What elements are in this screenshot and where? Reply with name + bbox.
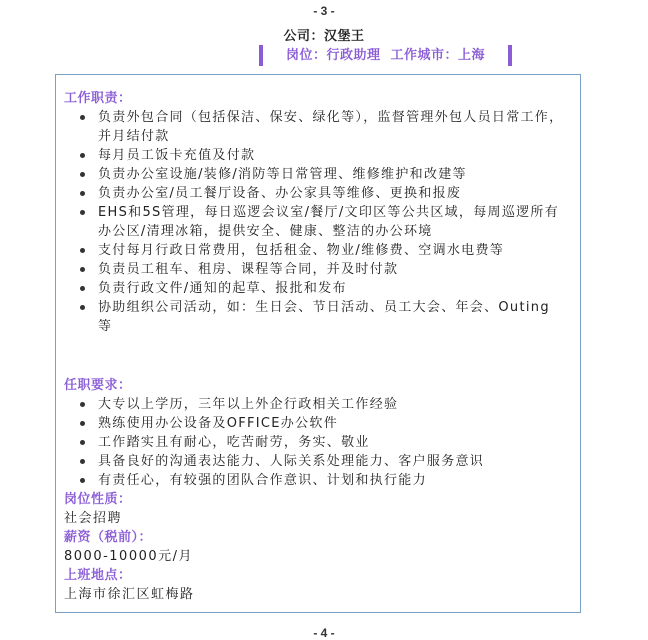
- requirements-list: [64, 395, 564, 490]
- job-nature-section: [64, 490, 564, 528]
- list-item: 熟练使用办公设备及OFFICE办公软件: [64, 414, 564, 433]
- requirements-heading: 任职要求：: [64, 378, 132, 393]
- list-item: 协助组织公司活动，如：生日会、节日活动、员工大会、年会、Outing等: [64, 298, 564, 336]
- list-item: 支付每月行政日常费用，包括租金、物业/维修费、空调水电费等: [64, 241, 564, 260]
- page-number-top: - 3 -: [313, 4, 335, 18]
- list-item: 大专以上学历，三年以上外企行政相关工作经验: [64, 395, 564, 414]
- list-item: 每月员工饭卡充值及付款: [64, 146, 564, 165]
- job-nature-value: 社会招聘: [64, 511, 123, 526]
- responsibilities-heading: 工作职责：: [64, 91, 132, 106]
- salary-section: [64, 528, 564, 566]
- list-item: 负责办公室设施/装修/消防等日常管理、维修维护和改建等: [64, 165, 564, 184]
- company-label: 公司：: [283, 29, 324, 44]
- list-item: 负责外包合同（包括保洁、保安、绿化等），监督管理外包人员日常工作，并月结付款: [64, 108, 564, 146]
- list-item: 具备良好的沟通表达能力、人际关系处理能力、客户服务意识: [64, 452, 564, 471]
- city-label: 工作城市：: [390, 48, 459, 63]
- position-label: 岗位：: [285, 48, 327, 63]
- list-item: 有责任心，有较强的团队合作意识、计划和执行能力: [64, 471, 564, 490]
- position-value: 行政助理: [326, 48, 381, 63]
- location-value: 上海市徐汇区虹梅路: [64, 587, 195, 602]
- list-item: EHS和5S管理，每日巡逻会议室/餐厅/文印区等公共区域，每周巡逻所有办公区/清理冰箱，提供安全、健康、整洁的办公环境: [64, 203, 564, 241]
- location-section: [64, 566, 564, 604]
- company-line: [0, 25, 648, 44]
- list-item: 负责办公室/员工餐厅设备、办公家具等维修、更换和报废: [64, 184, 564, 203]
- responsibilities-list: [64, 108, 564, 336]
- company-name: 汉堡王: [324, 29, 365, 44]
- salary-value: 8000-10000元/月: [64, 549, 194, 564]
- position-banner: [259, 45, 512, 66]
- location-heading: 上班地点：: [64, 568, 132, 583]
- city-value: 上海: [458, 48, 486, 63]
- list-item: 工作踏实且有耐心，吃苦耐劳，务实、敬业: [64, 433, 564, 452]
- requirements-section: [64, 376, 564, 490]
- salary-heading: 薪资（税前）：: [64, 530, 153, 545]
- responsibilities-section: [64, 89, 564, 336]
- list-item: 负责员工租车、租房、课程等合同，并及时付款: [64, 260, 564, 279]
- page-number-bottom: - 4 -: [313, 626, 335, 640]
- list-item: 负责行政文件/通知的起草、报批和发布: [64, 279, 564, 298]
- job-nature-heading: 岗位性质：: [64, 492, 132, 507]
